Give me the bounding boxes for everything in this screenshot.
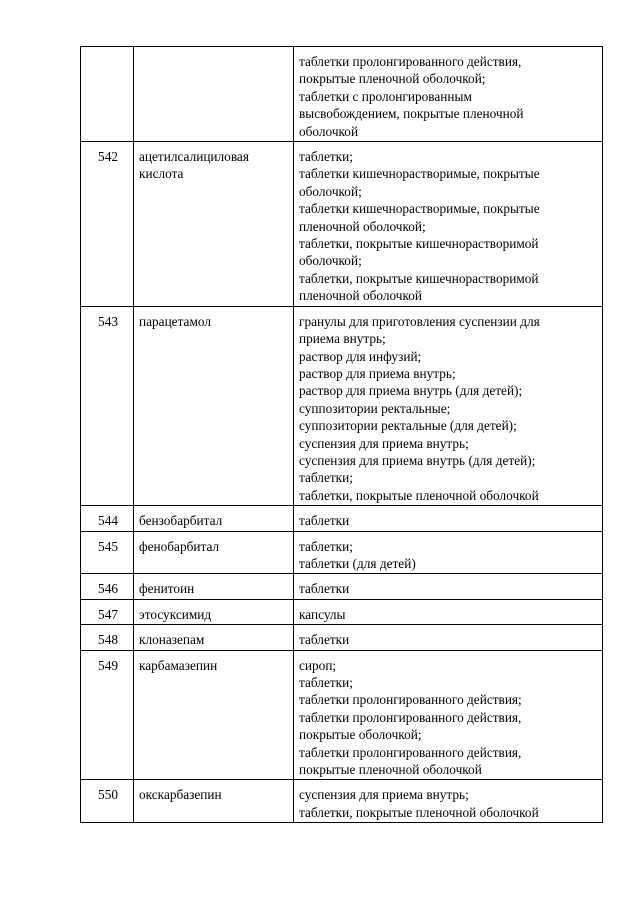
row-number: 542 — [81, 142, 134, 307]
dosage-form-line: таблетки, покрытые кишечнорастворимой — [299, 270, 539, 286]
dosage-forms — [294, 531, 603, 574]
row-number — [81, 47, 134, 142]
table-row — [81, 599, 603, 624]
drug-name — [134, 47, 294, 142]
dosage-forms — [294, 599, 603, 624]
dosage-forms — [294, 625, 603, 650]
dosage-form-line: покрытые пленочной оболочкой — [299, 762, 482, 778]
table-row — [81, 625, 603, 650]
dosage-forms — [294, 780, 603, 823]
dosage-forms — [294, 47, 603, 142]
dosage-form-line: таблетки — [299, 581, 350, 597]
dosage-form-line: раствор для приема внутрь; — [299, 365, 456, 381]
dosage-form-line: суппозитории ректальные (для детей); — [299, 418, 517, 434]
dosage-form-line: капсулы — [299, 606, 346, 622]
drug-list-body — [81, 47, 603, 823]
dosage-form-line: пленочной оболочкой — [299, 288, 423, 304]
dosage-form-line: таблетки пролонгированного действия, — [299, 709, 522, 725]
drug-name: ацетилсалициловая кислота — [134, 142, 294, 307]
dosage-form-line: оболочкой — [299, 123, 359, 139]
dosage-form-line: покрытые пленочной оболочкой; — [299, 71, 486, 87]
table-row — [81, 531, 603, 574]
drug-name: окскарбазепин — [134, 780, 294, 823]
drug-name: клоназепам — [134, 625, 294, 650]
dosage-form-line: таблетки (для детей) — [299, 555, 416, 571]
row-number: 548 — [81, 625, 134, 650]
dosage-form-line: сироп; — [299, 657, 337, 673]
dosage-form-line: приема внутрь; — [299, 331, 386, 347]
dosage-forms — [294, 142, 603, 307]
dosage-form-line: раствор для приема внутрь (для детей); — [299, 383, 523, 399]
dosage-form-line: высвобождением, покрытые пленочной — [299, 106, 524, 122]
dosage-forms — [294, 306, 603, 505]
table-row — [81, 780, 603, 823]
dosage-form-line: таблетки кишечнорастворимые, покрытые — [299, 201, 540, 217]
dosage-form-line: таблетки — [299, 632, 350, 648]
dosage-form-line: пленочной оболочкой; — [299, 218, 426, 234]
drug-name: фенитоин — [134, 574, 294, 599]
dosage-forms — [294, 506, 603, 531]
dosage-forms — [294, 650, 603, 780]
dosage-form-line: покрытые оболочкой; — [299, 727, 422, 743]
drug-name: этосуксимид — [134, 599, 294, 624]
drug-name: карбамазепин — [134, 650, 294, 780]
table-row — [81, 306, 603, 505]
table-row — [81, 47, 603, 142]
dosage-form-line: оболочкой; — [299, 253, 362, 269]
dosage-form-line: раствор для инфузий; — [299, 348, 422, 364]
row-number: 543 — [81, 306, 134, 505]
dosage-form-line: таблетки пролонгированного действия, — [299, 54, 522, 69]
dosage-form-line: суспензия для приема внутрь; — [299, 787, 469, 803]
dosage-form-line: суспензия для приема внутрь (для детей); — [299, 452, 536, 468]
dosage-form-line: таблетки; — [299, 675, 353, 690]
row-number: 545 — [81, 531, 134, 574]
table-row — [81, 574, 603, 599]
dosage-form-line: таблетки — [299, 513, 350, 529]
drug-name: парацетамол — [134, 306, 294, 505]
table-row — [81, 142, 603, 307]
dosage-form-line: таблетки с пролонгированным — [299, 88, 472, 104]
dosage-form-line: таблетки; — [299, 149, 353, 165]
drug-list-table — [80, 46, 603, 823]
drug-name: фенобарбитал — [134, 531, 294, 574]
row-number: 547 — [81, 599, 134, 624]
dosage-forms — [294, 574, 603, 599]
row-number: 546 — [81, 574, 134, 599]
row-number: 544 — [81, 506, 134, 531]
dosage-form-line: таблетки, покрытые кишечнорастворимой — [299, 236, 539, 252]
dosage-form-line: таблетки; — [299, 538, 353, 554]
dosage-form-line: таблетки кишечнорастворимые, покрытые — [299, 166, 540, 182]
row-number: 550 — [81, 780, 134, 823]
dosage-form-line: суспензия для приема внутрь; — [299, 435, 469, 451]
row-number: 549 — [81, 650, 134, 780]
dosage-form-line: суппозитории ректальные; — [299, 400, 451, 416]
dosage-form-line: таблетки, покрытые пленочной оболочкой — [299, 804, 539, 820]
dosage-form-line: таблетки пролонгированного действия, — [299, 744, 522, 760]
dosage-form-line: таблетки пролонгированного действия; — [299, 692, 522, 708]
dosage-form-line: таблетки; — [299, 470, 353, 486]
dosage-form-line: таблетки, покрытые пленочной оболочкой — [299, 487, 539, 503]
drug-name: бензобарбитал — [134, 506, 294, 531]
table-row — [81, 650, 603, 780]
dosage-form-line: оболочкой; — [299, 183, 362, 199]
dosage-form-line: гранулы для приготовления суспензии для — [299, 313, 540, 329]
table-row — [81, 506, 603, 531]
